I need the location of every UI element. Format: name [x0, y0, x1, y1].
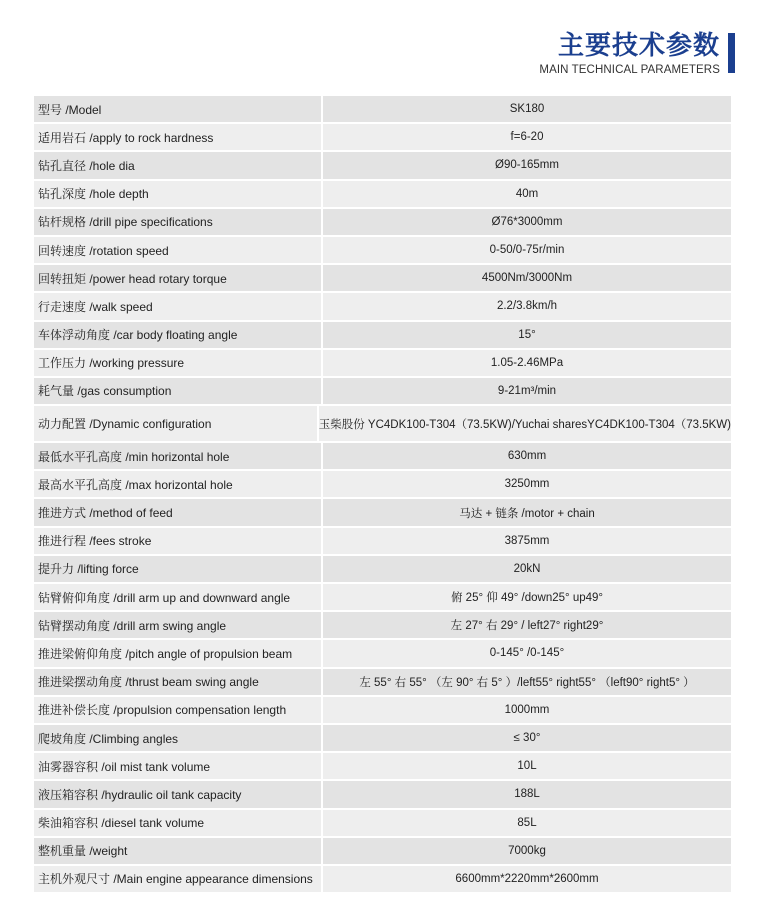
table-row — [34, 265, 731, 293]
parameter-name: 耗气量 /gas consumption — [38, 384, 172, 399]
parameter-name: 钻臂摆动角度 /drill arm swing angle — [38, 618, 227, 633]
table-row — [34, 471, 731, 499]
table-row — [34, 96, 731, 124]
parameter-name: 工作压力 /working pressure — [38, 356, 185, 371]
table-row — [34, 237, 731, 265]
parameter-value: 3250mm — [321, 471, 731, 497]
parameter-value: 1.05-2.46MPa — [321, 350, 731, 376]
table-row — [34, 753, 731, 781]
parameter-name: 钻孔直径 /hole dia — [38, 158, 135, 173]
parameter-name: 车体浮动角度 /car body floating angle — [38, 328, 238, 343]
page-subtitle: MAIN TECHNICAL PARAMETERS — [539, 64, 720, 76]
table-row — [34, 838, 731, 866]
table-row — [34, 124, 731, 152]
parameter-name: 最低水平孔高度 /min horizontal hole — [38, 449, 230, 464]
parameter-value: 3875mm — [321, 528, 731, 554]
parameter-value: 0-50/0-75r/min — [321, 237, 731, 263]
table-row — [34, 697, 731, 725]
parameter-value: 10L — [321, 753, 731, 779]
spec-table — [34, 96, 731, 894]
parameter-name: 推进梁俯仰角度 /pitch angle of propulsion beam — [38, 646, 293, 661]
parameter-name: 整机重量 /weight — [38, 844, 128, 859]
parameter-value: 2.2/3.8km/h — [321, 293, 731, 319]
table-row — [34, 443, 731, 471]
parameter-name: 爬坡角度 /Climbing angles — [38, 731, 179, 746]
parameter-value: 左 55° 右 55° （左 90° 右 5° ）/left55° right55° （left90° right5° ） — [321, 669, 731, 695]
parameter-value: 0-145° /0-145° — [321, 640, 731, 666]
parameter-name: 提升力 /lifting force — [38, 562, 139, 577]
parameter-value: 15° — [321, 322, 731, 348]
table-row — [34, 584, 731, 612]
table-row — [34, 209, 731, 237]
parameter-name: 行走速度 /walk speed — [38, 299, 153, 314]
table-row — [34, 866, 731, 894]
parameter-value: 马达 + 链条 /motor + chain — [321, 499, 731, 525]
accent-bar — [728, 33, 735, 73]
parameter-name: 油雾器容积 /oil mist tank volume — [38, 759, 211, 774]
parameter-value: 6600mm*2220mm*2600mm — [321, 866, 731, 892]
parameter-value: 7000kg — [321, 838, 731, 864]
parameter-name: 推进行程 /fees stroke — [38, 534, 152, 549]
parameter-value: Ø76*3000mm — [321, 209, 731, 235]
parameter-name: 主机外观尺寸 /Main engine appearance dimensions — [38, 872, 313, 887]
parameter-value: 4500Nm/3000Nm — [321, 265, 731, 291]
header — [435, 30, 735, 76]
parameter-name: 钻杆规格 /drill pipe specifications — [38, 215, 213, 230]
table-row — [34, 810, 731, 838]
parameter-name: 动力配置 /Dynamic configuration — [38, 417, 212, 432]
parameter-name: 推进补偿长度 /propulsion compensation length — [38, 703, 287, 718]
parameter-value: 9-21m³/min — [321, 378, 731, 404]
parameter-value: 左 27° 右 29° / left27° right29° — [321, 612, 731, 638]
parameter-value: 玉柴股份 YC4DK100-T304（73.5KW)/Yuchai sharesYC4DK100-T304（73.5KW) — [317, 406, 731, 441]
parameter-value: SK180 — [321, 96, 731, 122]
parameter-value: 40m — [321, 181, 731, 207]
table-row — [34, 725, 731, 753]
parameter-name: 柴油箱容积 /diesel tank volume — [38, 816, 205, 831]
table-row — [34, 152, 731, 180]
parameter-value: 85L — [321, 810, 731, 836]
parameter-name: 液压箱容积 /hydraulic oil tank capacity — [38, 787, 242, 802]
parameter-name: 回转扭矩 /power head rotary torque — [38, 271, 227, 286]
parameter-name: 最高水平孔高度 /max horizontal hole — [38, 477, 233, 492]
table-row — [34, 556, 731, 584]
table-row — [34, 378, 731, 406]
parameter-name: 回转速度 /rotation speed — [38, 243, 169, 258]
parameter-name: 钻孔深度 /hole depth — [38, 187, 149, 202]
table-row — [34, 322, 731, 350]
table-row — [34, 612, 731, 640]
parameter-name: 钻臂俯仰角度 /drill arm up and downward angle — [38, 590, 291, 605]
table-row — [34, 781, 731, 809]
parameter-name: 型号 /Model — [38, 102, 102, 117]
parameter-value: 20kN — [321, 556, 731, 582]
parameter-value: 俯 25° 仰 49° /down25° up49° — [321, 584, 731, 610]
table-row — [34, 406, 731, 443]
parameter-name: 推进梁摆动角度 /thrust beam swing angle — [38, 675, 259, 690]
table-row — [34, 350, 731, 378]
table-row — [34, 293, 731, 321]
parameter-value: 1000mm — [321, 697, 731, 723]
table-row — [34, 181, 731, 209]
table-row — [34, 640, 731, 668]
parameter-value: 630mm — [321, 443, 731, 469]
parameter-value: f=6-20 — [321, 124, 731, 150]
parameter-value: Ø90-165mm — [321, 152, 731, 178]
parameter-value: ≤ 30° — [321, 725, 731, 751]
table-row — [34, 499, 731, 527]
parameter-name: 推进方式 /method of feed — [38, 506, 173, 521]
table-row — [34, 528, 731, 556]
table-row — [34, 669, 731, 697]
parameter-value: 188L — [321, 781, 731, 807]
page-title: 主要技术参数 — [557, 31, 720, 61]
parameter-name: 适用岩石 /apply to rock hardness — [38, 130, 214, 145]
